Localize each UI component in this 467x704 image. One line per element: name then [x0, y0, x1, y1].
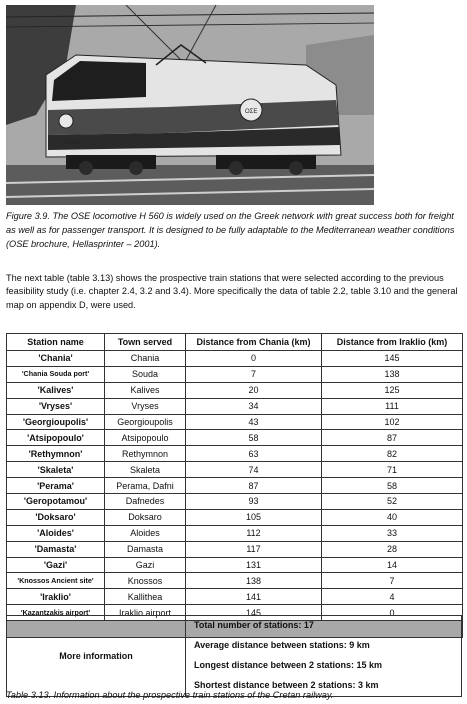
distance-chania-cell: 112 [186, 525, 322, 541]
table-row [7, 573, 463, 589]
intro-paragraph: The next table (table 3.13) shows the prospective train stations that were selected according to the previous feasibility study (i.e. chapter 2.4, 3.2 and 3.4). More specifically the data of table 2.2, table 3.10 and the general map on appendix D, were used. [6, 273, 458, 310]
table-row [7, 525, 463, 541]
town-served-cell: Skaleta [105, 462, 186, 478]
more-information-label: More information [7, 616, 186, 696]
distance-iraklio-cell: 138 [322, 366, 463, 382]
town-served-cell: Dafnedes [105, 494, 186, 510]
station-name-cell: 'Kazantzakis airport' [7, 605, 105, 621]
station-name-cell: 'Geropotamou' [7, 494, 105, 510]
station-name-cell: 'Damasta' [7, 541, 105, 557]
station-name-cell: 'Iraklio' [7, 589, 105, 605]
station-name-cell: 'Kalives' [7, 382, 105, 398]
table-row [7, 589, 463, 605]
station-name-cell: 'Doksaro' [7, 509, 105, 525]
distance-chania-cell: 145 [186, 605, 322, 621]
table-row [7, 478, 463, 494]
town-served-cell: Souda [105, 366, 186, 382]
station-name-cell: 'Gazi' [7, 557, 105, 573]
distance-chania-cell: 58 [186, 430, 322, 446]
town-served-cell: Rethymnon [105, 446, 186, 462]
town-served-cell: Vryses [105, 398, 186, 414]
distance-chania-cell: 0 [186, 351, 322, 367]
table-row [7, 414, 463, 430]
distance-chania-cell: 105 [186, 509, 322, 525]
table-row [7, 430, 463, 446]
town-served-cell: Damasta [105, 541, 186, 557]
station-name-cell: 'Skaleta' [7, 462, 105, 478]
distance-chania-cell: 117 [186, 541, 322, 557]
table-row [7, 509, 463, 525]
distance-chania-cell: 87 [186, 478, 322, 494]
header-station: Station name [7, 334, 105, 351]
header-town: Town served [105, 334, 186, 351]
distance-iraklio-cell: 40 [322, 509, 463, 525]
table-row [7, 462, 463, 478]
distance-iraklio-cell: 7 [322, 573, 463, 589]
distance-chania-cell: 20 [186, 382, 322, 398]
stations-table [6, 333, 463, 638]
station-name-cell: 'Knossos Ancient site' [7, 573, 105, 589]
station-name-cell: 'Aloides' [7, 525, 105, 541]
distance-iraklio-cell: 111 [322, 398, 463, 414]
station-name-cell: 'Atsipopoulo' [7, 430, 105, 446]
table-header-row [7, 334, 463, 351]
locomotive-photo [6, 5, 374, 205]
station-name-cell: 'Rethymnon' [7, 446, 105, 462]
station-name-cell: 'Vryses' [7, 398, 105, 414]
table-row [7, 494, 463, 510]
town-served-cell: Kalives [105, 382, 186, 398]
figure-caption: Figure 3.9. The OSE locomotive H 560 is widely used on the Greek network with great success both for freight as well as for passenger transport. It is designed to be fully adaptable to the Mediterranean weather conditions (OSE brochure, Hellasprinter – 2001). [6, 211, 455, 250]
header-dist-chania: Distance from Chania (km) [186, 334, 322, 351]
town-served-cell: Georgioupolis [105, 414, 186, 430]
distance-iraklio-cell: 4 [322, 589, 463, 605]
station-name-cell: 'Georgioupolis' [7, 414, 105, 430]
distance-chania-cell: 141 [186, 589, 322, 605]
town-served-cell: Chania [105, 351, 186, 367]
town-served-cell: Aloides [105, 525, 186, 541]
more-information-box [6, 615, 462, 697]
distance-chania-cell: 138 [186, 573, 322, 589]
distance-iraklio-cell: 102 [322, 414, 463, 430]
town-served-cell: Knossos [105, 573, 186, 589]
distance-iraklio-cell: 58 [322, 478, 463, 494]
ose-logo: ΟΣΕ [245, 109, 258, 115]
table-caption: Table 3.13. Information about the prospective train stations of the Cretan railway. [6, 690, 334, 700]
distance-iraklio-cell: 0 [322, 605, 463, 621]
town-served-cell: Atsipopoulo [105, 430, 186, 446]
table-row [7, 351, 463, 367]
table-row [7, 366, 463, 382]
distance-chania-cell: 131 [186, 557, 322, 573]
header-dist-iraklio: Distance from Iraklio (km) [322, 334, 463, 351]
distance-iraklio-cell: 87 [322, 430, 463, 446]
info-longest-distance: Longest distance between 2 stations: 15 km [194, 660, 383, 670]
table-row [7, 382, 463, 398]
distance-chania-cell: 63 [186, 446, 322, 462]
loco-number: H 560 [66, 140, 80, 146]
station-name-cell: 'Chania' [7, 351, 105, 367]
town-served-cell: Kallithea [105, 589, 186, 605]
town-served-cell: Perama, Dafni [105, 478, 186, 494]
town-served-cell: Iraklio airport [105, 605, 186, 621]
distance-chania-cell: 74 [186, 462, 322, 478]
distance-chania-cell: 43 [186, 414, 322, 430]
distance-chania-cell: 7 [186, 366, 322, 382]
distance-chania-cell: 93 [186, 494, 322, 510]
distance-iraklio-cell: 125 [322, 382, 463, 398]
info-average-distance: Average distance between stations: 9 km [194, 640, 370, 650]
table-row [7, 557, 463, 573]
table-row [7, 541, 463, 557]
station-name-cell: 'Chania Souda port' [7, 366, 105, 382]
town-served-cell: Gazi [105, 557, 186, 573]
distance-iraklio-cell: 14 [322, 557, 463, 573]
distance-chania-cell: 34 [186, 398, 322, 414]
distance-iraklio-cell: 145 [322, 351, 463, 367]
info-shortest-distance: Shortest distance between 2 stations: 3 km [194, 680, 379, 690]
station-name-cell: 'Perama' [7, 478, 105, 494]
info-total-stations: Total number of stations: 17 [194, 620, 314, 630]
table-row [7, 446, 463, 462]
distance-iraklio-cell: 71 [322, 462, 463, 478]
distance-iraklio-cell: 33 [322, 525, 463, 541]
town-served-cell: Doksaro [105, 509, 186, 525]
distance-iraklio-cell: 28 [322, 541, 463, 557]
table-row [7, 398, 463, 414]
distance-iraklio-cell: 82 [322, 446, 463, 462]
distance-iraklio-cell: 52 [322, 494, 463, 510]
